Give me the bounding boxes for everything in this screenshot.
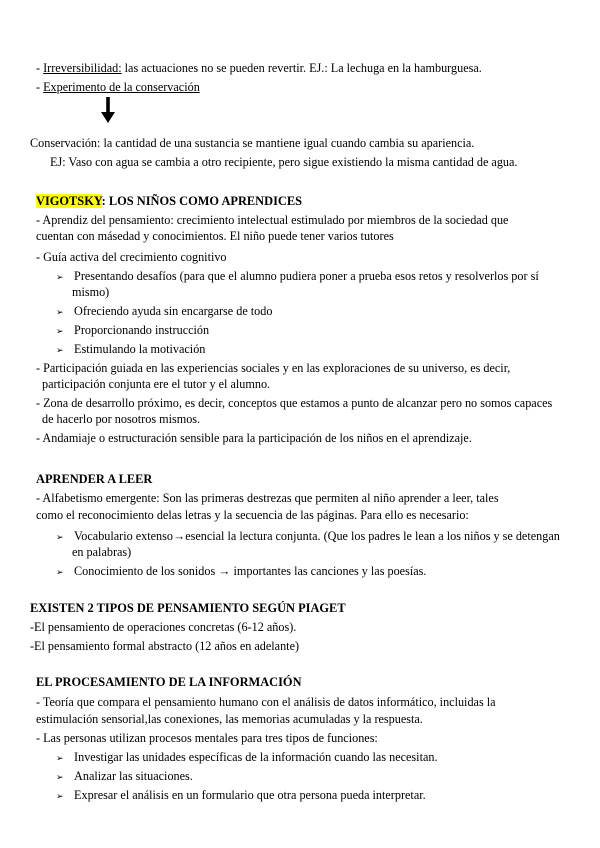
right-arrow-icon: → (173, 529, 186, 543)
irreversibility-line (36, 60, 482, 76)
list-item (56, 768, 193, 786)
list-item-continuation: mismo) (72, 285, 110, 299)
conservation-experiment-line (36, 79, 200, 95)
list-item (56, 322, 209, 340)
vygotsky-p4-line2: de hacerlo por nosotros mismos. (42, 412, 201, 426)
list-item (56, 528, 560, 546)
list-item-continuation: en palabras) (72, 545, 132, 559)
conservation-experiment-label: Experimento de la conservación (43, 80, 200, 94)
list-item-text: Ofreciendo ayuda sin encargarse de todo (74, 304, 273, 318)
irreversibility-text: las actuaciones no se pueden revertir. EJ.: La lechuga en la hamburguesa. (121, 61, 482, 75)
list-item (56, 303, 272, 321)
bullet-arrow-icon: ➢ (56, 773, 64, 783)
processing-p1-line2: estimulación sensorial,las conexiones, las memorias acumuladas y la respuesta. (36, 712, 423, 726)
processing-p2: - Las personas utilizan procesos mentales para tres tipos de funciones: (36, 731, 378, 745)
right-arrow-icon: → (218, 564, 231, 578)
vygotsky-highlight: VIGOTSKY (36, 194, 102, 208)
list-item-text: Estimulando la motivación (74, 342, 206, 356)
bullet-arrow-icon: ➢ (56, 754, 64, 764)
vygotsky-p1-line1: - Aprendiz del pensamiento: crecimiento intelectual estimulado por miembros de la sociedad que (36, 213, 509, 227)
list-item (56, 341, 205, 359)
vygotsky-heading-rest: : LOS NIÑOS COMO APRENDICES (101, 194, 302, 208)
irreversibility-term: Irreversibilidad: (43, 61, 122, 75)
bullet-arrow-icon: ➢ (56, 327, 64, 337)
processing-heading: EL PROCESAMIENTO DE LA INFORMACIÓN (36, 675, 302, 689)
list-item-text: Investigar las unidades específicas de la información cuando las necesitan. (74, 750, 438, 764)
dash: - (36, 80, 44, 94)
vygotsky-p4-line1: - Zona de desarrollo próximo, es decir, conceptos que estamos a punto de alcanzar pero no somos capaces (36, 396, 553, 410)
bullet-arrow-icon: ➢ (56, 792, 64, 802)
list-item-text: Conocimiento de los sonidos → importantes las canciones y las poesías. (74, 564, 427, 578)
list-item-text: Presentando desafíos (para que el alumno pudiera poner a prueba esos retos y resolverlos por sí (74, 269, 539, 283)
processing-p1-line1: - Teoría que compara el pensamiento humano con el análisis de datos informático, incluidas la (36, 695, 496, 709)
list-item (56, 563, 426, 581)
vygotsky-p2: - Guía activa del crecimiento cognitivo (36, 250, 227, 264)
vygotsky-p5: - Andamiaje o estructuración sensible para la participación de los niños en el aprendizaje. (36, 431, 472, 445)
bullet-arrow-icon: ➢ (56, 308, 64, 318)
vygotsky-p3-line2: participación conjunta ere el tutor y el alumno. (42, 377, 271, 391)
bullet-arrow-icon: ➢ (56, 568, 64, 578)
list-item-text: Analizar las situaciones. (74, 769, 193, 783)
reading-heading: APRENDER A LEER (36, 472, 153, 486)
reading-p1-line1: - Alfabetismo emergente: Son las primeras destrezas que permiten al niño aprender a leer, tales (36, 491, 499, 505)
reading-p1-line2: como el reconocimiento delas letras y la secuencia de las páginas. Para ello es necesario: (36, 508, 469, 522)
down-arrow-icon (101, 97, 115, 123)
piaget-line2: -El pensamiento formal abstracto (12 años en adelante) (30, 639, 300, 653)
conservation-definition: Conservación: la cantidad de una sustancia se mantiene igual cuando cambia su apariencia. (30, 136, 475, 150)
list-item (56, 268, 539, 286)
dash: - (36, 61, 44, 75)
piaget-line1: -El pensamiento de operaciones concretas (6-12 años). (30, 620, 297, 634)
vygotsky-heading (36, 193, 302, 209)
list-item-text: Proporcionando instrucción (74, 323, 210, 337)
vygotsky-p1-line2: cuentan con másedad y conocimientos. El niño puede tener varios tutores (36, 229, 394, 243)
list-item (56, 749, 438, 767)
vygotsky-p3-line1: - Participación guiada en las experiencias sociales y en las exploraciones de su universo, es decir, (36, 361, 511, 375)
conservation-example: EJ: Vaso con agua se cambia a otro recipiente, pero sigue existiendo la misma cantidad de agua. (50, 155, 518, 169)
piaget-heading: EXISTEN 2 TIPOS DE PENSAMIENTO SEGÚN PIAGET (30, 601, 346, 615)
bullet-arrow-icon: ➢ (56, 533, 64, 543)
list-item-text: Expresar el análisis en un formulario que otra persona pueda interpretar. (74, 788, 426, 802)
bullet-arrow-icon: ➢ (56, 346, 64, 356)
list-item (56, 787, 426, 805)
list-item-text: Vocabulario extenso→esencial la lectura conjunta. (Que los padres le lean a los niños y se detengan (74, 529, 560, 543)
bullet-arrow-icon: ➢ (56, 273, 64, 283)
